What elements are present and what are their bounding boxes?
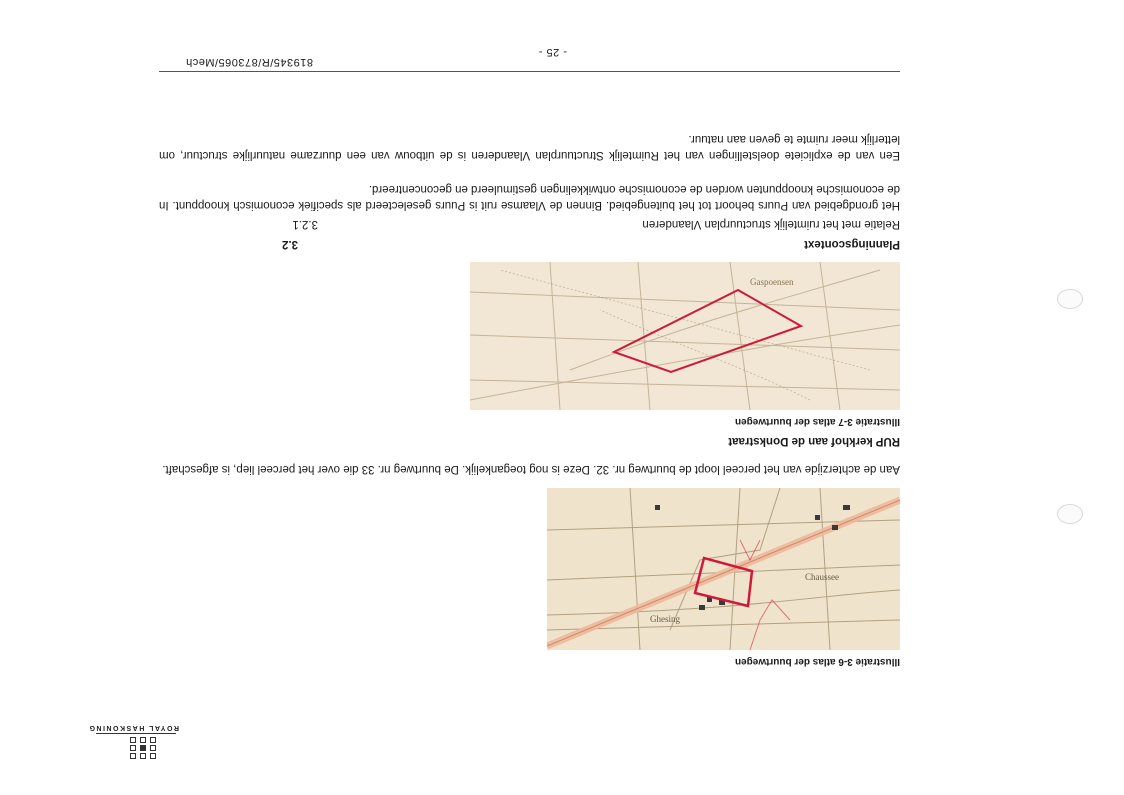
paragraph-buurtweg: Aan de achterzijde van het perceel loopt de buurtweg nr. 32. Deze is nog toegankelijk. De buurtweg nr. 33 die over het perceel liep, is afgeschaft. xyxy=(162,463,900,475)
svg-text:Chaussee: Chaussee xyxy=(805,572,839,582)
header-rule xyxy=(159,71,900,72)
section-number-3-2: 3.2 xyxy=(282,238,298,250)
atlas-map-3-7 xyxy=(470,262,900,410)
section-title-3-2-1: Relatie met het ruimtelijk structuurplan Vlaanderen xyxy=(642,218,900,230)
caption-illustration-3-6: Illustratie 3-6 atlas der buurtwegen xyxy=(734,656,900,667)
svg-text:Gaspoensen: Gaspoensen xyxy=(750,277,794,287)
caption-illustration-3-7: Illustratie 3-7 atlas der buurtwegen xyxy=(734,416,900,427)
svg-text:Ghesing: Ghesing xyxy=(650,614,680,624)
document-reference: 819345/R/873065/Mech xyxy=(185,56,313,68)
paragraph-natural-structure: Een van de expliciete doelstellingen van het Ruimtelijk Structuurplan Vlaanderen is de uitbouw van een duurzame natuurlijke structuur, om letterlijk meer ruimte te geven aan natuur. xyxy=(159,133,900,161)
paragraph-economic-node: Het grondgebied van Puurs behoort tot het buitengebied. Binnen de Vlaamse ruit is Puurs geselecteerd als specifiek economisch knooppunt. In de economische knooppunten worden de economische ontwikkelingen gestimuleerd en geconcentreerd. xyxy=(159,183,900,211)
atlas-map-3-6-drawing xyxy=(547,488,900,650)
atlas-map-3-6 xyxy=(547,488,900,650)
section-title-rup: RUP kerkhof aan de Donkstraat xyxy=(728,435,900,447)
page-number: - 25 - xyxy=(538,46,567,58)
logo-name: ROYAL HASKONING xyxy=(88,724,179,731)
section-title-3-2: Planningscontext xyxy=(804,238,900,250)
section-number-3-2-1: 3.2.1 xyxy=(292,218,318,230)
punch-hole-top xyxy=(1057,289,1083,309)
punch-hole-bottom xyxy=(1057,504,1083,524)
atlas-map-3-7-drawing xyxy=(470,262,900,410)
